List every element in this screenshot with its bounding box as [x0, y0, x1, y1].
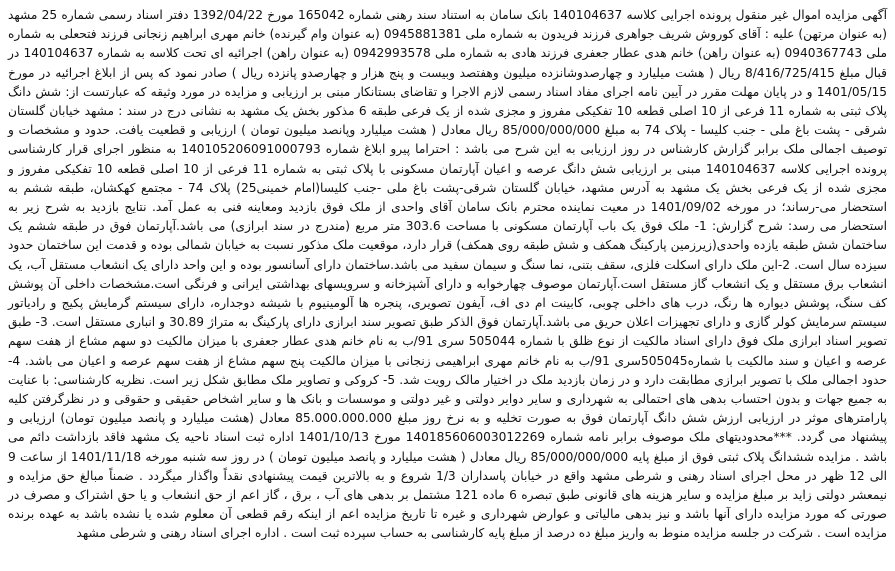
notice-body: آگهی مزایده اموال غیر منقول پرونده اجرایی کلاسه 140104637 بانک سامان به استناد سند رهنی شماره 165042 مورخ 1392/04/22 دفتر اسناد رسمی شماره 25 مشهد (به عنوان مرتهن) علیه : آقای کوروش شریف جواهری فرزند فریدون به شماره ملی 0945881381 (به عنوان وام گیرنده) خانم مهری ابراهیم زنجانی فرزند فتحعلی به شماره ملی 0940367743 (به عنوان راهن) خانم هدی عطار جعفری فرزند هادی به شماره ملی 0942993578 (به عنوان راهن) اجرائیه ای تحت کلاسه به شماره 140104637 در قبال مبلغ 8/416/725/415 ریال ( هشت میلیارد و چهارصدوشانزده میلیون وهفتصد وبیست و پنج هزار و چهارصدو پانزده ریال ) صادر نمود که پس از ابلاغ اجرائیه در مورخ 1401/05/15 و در پایان مهلت مقرر در آیین نامه اجرای مفاد اسناد رسمی لازم الاجرا و تقاضای بستانکار مبنی بر ارزیابی و مزایده در مورد وثیقه که عبارتست از: شش دانگ پلاک ثبتی به شماره 11 فرعی از 10 اصلی قطعه 10 تفکیکی مفروز و مجزی شده از یک فرعی طبقه 6 مذکور بخش یک مشهد به نشانی درج در سند : مشهد خیابان گلستان شرقی - پشت باغ ملی - جنب کلیسا - پلاک 74 به مبلغ 85/000/000/000 ریال معادل ( هشت میلیارد وپانصد میلیون تومان ) ارزیابی و قطعیت یافت. حدود و مشخصات و توصیف اجمالی ملک برابر گزارش کارشناس در روز ارزیابی به این شرح می باشد : احتراما پیرو ابلاغ شماره 140105206091000793 به منظور اجرای قرار کارشناسی پرونده اجرایی کلاسه 140104637 مبنی بر ارزیابی شش دانگ عرصه و اعیان آپارتمان مسکونی با پلاک ثبتی به شماره 11 فرعی از 10 اصلی قطعه 10 تفکیکی مفروز و مجزی شده از یک فرعی بخش یک مشهد به آدرس مشهد، خیابان گلستان شرقی-پشت باغ ملی -جنب کلیسا(امام خمینی25) پلاک 74 - مجتمع کهکشان، طبقه ششم به استحضار می-رساند؛ در مورخه 1401/09/02 در معیت نماینده محترم بانک سامان آقای واحدی از ملک فوق بازدید ومعاینه فنی به عمل آمد. نتایج بازدید به شرح زیر به استحضار می رسد: شرح گزارش: 1- ملک فوق یک باب آپارتمان مسکونی با مساحت 303.6 متر مربع (مندرج در سند ابرازی) می باشد.آپارتمان فوق در طبقه ششم یک ساختمان شش طبقه یازده واحدی(زیرزمین پارکینگ همکف و شش طبقه روی همکف) قرار دارد، موقعیت ملک مذکور نسبت به خیابان شمالی بوده و قدمت این ساختمان حدود سیزده سال است. 2-این ملک دارای اسکلت فلزی، سقف بتنی، نما سنگ و سیمان سفید می باشد.ساختمان دارای آسانسور بوده و این واحد دارای یک انشعاب مستقل آب، یک انشعاب برق مستقل و یک انشعاب گاز مستقل است.آپارتمان موصوف چهارخوابه و دارای آشپزخانه و سرویسهای بهداشتی ایرانی و فرنگی است.مشخصات داخلی آن پوشش کف سنگ، پوشش دیواره ها رنگ، درب های داخلی چوبی، کابینت ام دی اف، آیفون تصویری، پنجره ها آلومینیوم با شیشه دوجداره، دارای سیستم گرمایش پکیج و رادیاتور سیستم سرمایش کولر گازی و دارای تجهیزات اعلان حریق می باشد.آپارتمان فوق الذکر طبق تصویر سند ابرازی دارای پارکینگ به متراژ 30.89 و انباری مستقل است. 3- طبق تصویر اسناد ابرازی ملک فوق دارای اسناد مالکیت از نوع ظلق با شماره 505044 سری 91/ب به نام خانم هدی عطار جعفری با میزان مالکیت دو سهم مشاع از هفت سهم عرصه و اعیان و سند مالکیت با شماره505045سری 91/ب به نام خانم مهری ابراهیمی زنجانی با میزان مالکیت پنج سهم مشاع از هفت سهم عرصه و اعیان می باشد. 4- حدود اجمالی ملک با تصویر ابرازی مطابقت دارد و در زمان بازدید ملک در اختیار مالک رویت شد. 5- کروکی و تصاویر ملک مطابق شکل زیر است. نظریه کارشناسی: با عنایت به جمیع جهات و بدون احتساب بدهی های احتمالی به شهرداری و سایر دوایر دولتی و غیر دولتی و موسسات و بانک ها و سایر اشخاص حقیقی و حقوقی و در نظرگرفتن کلیه پارامترهای موثر در ارزیابی ارزش شش دانگ آپارتمان فوق به صورت تخلیه و به نرخ روز مبلغ 85.000.000.000 معادل (هشت میلیارد و پانصد میلیون تومان) ارزیابی و پیشنهاد می گردد. ***محدودیتهای ملک موصوف برابر نامه شماره 140185606003012269 مورخ 1401/10/13 اداره ثبت اسناد ناحیه یک مشهد فاقد بازداشت دائم می باشد . مزایده ششدانگ پلاک ثبتی فوق از مبلغ پایه 85/000/000/000 ریال معادل ( هشت میلیارد و پانصد میلیون تومان ) در روز سه شنبه مورخه 1401/11/18 از ساعت 9 الی 12 ظهر در محل اجرای اسناد رهنی و شرطی مشهد واقع در خیابان پاسداران 1/3 شروع و به بالاترین قیمت پیشنهادی نقداً واگذار میگردد . ضمناً مبالغ حق مزایده و نیمعشر دولتی زاید بر مبلغ مزایده و سایر هزینه های قانونی طبق تبصره 6 ماده 121 مشتمل بر بدهی های آب ، برق ، گاز اعم از حق انشعاب و یا حق اشتراک و مصرف در صورتی که مورد مزایده دارای آنها باشد و نیز بدهی مالیاتی و عوارض شهرداری و غیره تا تاریخ مزایده اعم از اینکه رقم قطعی آن معلوم شده یا نشده باشد به عهده برنده مزایده است . شرکت در جلسه مزایده منوط به واریز مبلغ ده درصد از مبلغ پایه کارشناسی به حساب سپرده ثبت است . اداره اجرای اسناد رهنی و شرطی مشهد [8, 8, 888, 541]
